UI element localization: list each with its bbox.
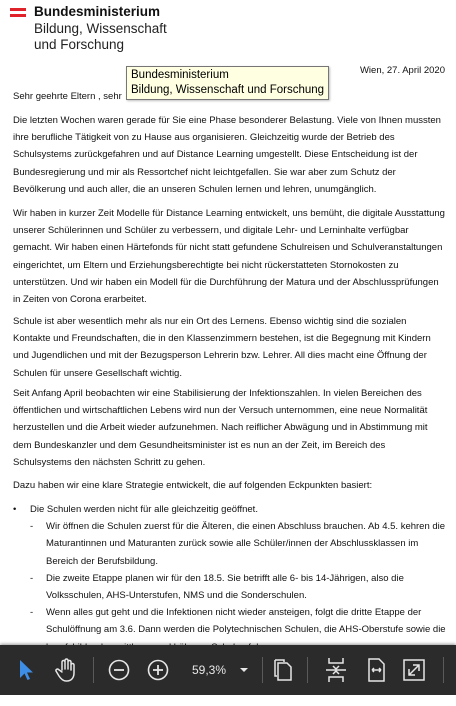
subbullet-text: Die zweite Etappe planen wir für den 18.5. Sie betrifft alle 6- bis 14-Jährigen, also die Volksschulen, AHS-Unterstufen, NMS und die Sonderschulen. bbox=[46, 572, 404, 602]
fit-width-icon bbox=[364, 657, 388, 683]
tooltip-line-2: Bildung, Wissenschaft und Forschung bbox=[131, 84, 325, 96]
bullet-text: Die Schulen werden nicht für alle gleichzeitig geöffnet. bbox=[30, 504, 258, 515]
page-view-button[interactable] bbox=[270, 645, 296, 695]
tooltip bbox=[126, 66, 329, 100]
subbullet-text: Wir öffnen die Schulen zuerst für die Älteren, die einen Abschluss brauchen. Ab 4.5. kehren die Maturantinnen und Maturanten zurück sowie alle Schüler/innen der Abschlussklassen im Bereich der Berufsbildung. bbox=[46, 521, 446, 567]
toolbar-divider bbox=[307, 657, 308, 683]
dash-marker: - bbox=[30, 572, 34, 584]
zoom-level-value: 59,3% bbox=[191, 663, 227, 677]
list-item bbox=[13, 570, 446, 604]
chevron-down-icon bbox=[238, 665, 250, 675]
list-item bbox=[13, 518, 446, 570]
page-view-icon bbox=[272, 658, 294, 682]
page-bottom-margin bbox=[0, 695, 456, 706]
zoom-out-button[interactable] bbox=[106, 645, 132, 695]
fit-page-button[interactable] bbox=[322, 645, 350, 695]
paragraph-2: Wir haben in kurzer Zeit Modelle für Distance Learning entwickelt, uns bemüht, die digitale Ausstattung unserer Schülerinnen und Schüler zu verbessern, und digitale Lehr- und Lerninhalte verfügbar gemacht. Wir haben einen Härtefonds für nicht statt gefundene Schulreisen und Schulveranstaltungen eingerichtet, um Eltern und Erziehungsberechtigte bei nicht rückerstatteten Stornokosten zu unterstützen. Und wir haben ein Modell für die Durchführung der Matura und der Abschlussprüfungen in Zeiten von Corona erarbeitet. bbox=[13, 208, 445, 306]
pdf-viewer-toolbar bbox=[0, 645, 456, 695]
toolbar-divider bbox=[443, 657, 444, 683]
toolbar-divider bbox=[93, 657, 94, 683]
dash-marker: - bbox=[30, 607, 34, 619]
tooltip-line-1: Bundesministerium bbox=[131, 69, 229, 81]
fullscreen-button[interactable] bbox=[400, 645, 428, 695]
zoom-out-icon bbox=[108, 659, 130, 681]
paragraph-4: Seit Anfang April beobachten wir eine Stabilisierung der Infektionszahlen. In vielen Bereichen des öffentlichen und wirtschaftlichen Lebens wird nun der Versuch unternommen, eine neue Normalität herzustellen und die Arbeit wieder aufzunehmen. Nach reiflicher Abwägung und in Abstimmung mit dem Bundeskanzler und dem Gesundheitsminister ist es nun an der Zeit, im Bereich des Schulsystems den nächsten Schritt zu gehen. bbox=[13, 388, 428, 468]
logo-line-1: Bundesministerium bbox=[34, 4, 161, 19]
zoom-in-icon bbox=[147, 659, 169, 681]
eckpunkte-list bbox=[13, 501, 446, 656]
list-item bbox=[13, 501, 446, 518]
select-tool-button[interactable] bbox=[12, 645, 40, 695]
fullscreen-icon bbox=[402, 658, 426, 682]
hand-icon bbox=[54, 657, 78, 683]
logo-line-2: Bildung, Wissenschaft bbox=[34, 21, 167, 36]
subbullet-text: Wenn alles gut geht und die Infektionen nicht wieder ansteigen, folgt die dritte Etappe der Schulöffnung am 3.6. Dann werden die Polytechnischen Schulen, die AHS-Oberstufe sowie die bbox=[46, 607, 446, 636]
dash-marker: - bbox=[30, 521, 34, 533]
bullet-dot: • bbox=[13, 504, 17, 515]
hand-tool-button[interactable] bbox=[50, 645, 82, 695]
paragraph-1: Die letzten Wochen waren gerade für Sie eine Phase besonderer Belastung. Viele von Ihnen mussten ihre berufliche Tätigkeit von zu Hause aus organisieren. Gleichzeitig wurde der Betrieb des Schulsystems zurückgefahren und auf Distance Learning umgestellt. Diese Entscheidung ist der Bundesregierung und mir als Ressortchef nicht leichtgefallen. Sie war aber zum Schutz der Bevölkerung und auch aller, die an unseren Schulen lernen und lehren, unumgänglich. bbox=[13, 115, 441, 195]
fit-page-icon bbox=[324, 657, 348, 683]
letter-salutation: Sehr geehrte Eltern , sehr bbox=[13, 91, 122, 102]
paragraph-3: Schule ist aber wesentlich mehr als nur ein Ort des Lernens. Ebenso wichtig sind die sozialen Kontakte und Freundschaften, die in den Klassenzimmern bestehen, ist die Begegnung mit Kindern und Jugendlichen und mit der Bezugsperson Lehrerin bzw. Lehrer. All dies macht eine Öffnung der Schulen für unsere Gesellschaft wichtig. bbox=[13, 316, 431, 379]
toolbar-divider bbox=[262, 657, 263, 683]
fit-width-button[interactable] bbox=[362, 645, 390, 695]
zoom-in-button[interactable] bbox=[145, 645, 171, 695]
cursor-icon bbox=[16, 658, 36, 682]
logo-line-3: und Forschung bbox=[34, 37, 125, 52]
zoom-level-dropdown[interactable] bbox=[186, 645, 256, 695]
austria-flag-stripe-bottom bbox=[10, 14, 26, 17]
letter-date: Wien, 27. April 2020 bbox=[359, 65, 445, 76]
paragraph-5: Dazu haben wir eine klare Strategie entwickelt, die auf folgenden Eckpunkten basiert: bbox=[13, 480, 373, 491]
austria-flag-stripe-top bbox=[10, 8, 26, 11]
